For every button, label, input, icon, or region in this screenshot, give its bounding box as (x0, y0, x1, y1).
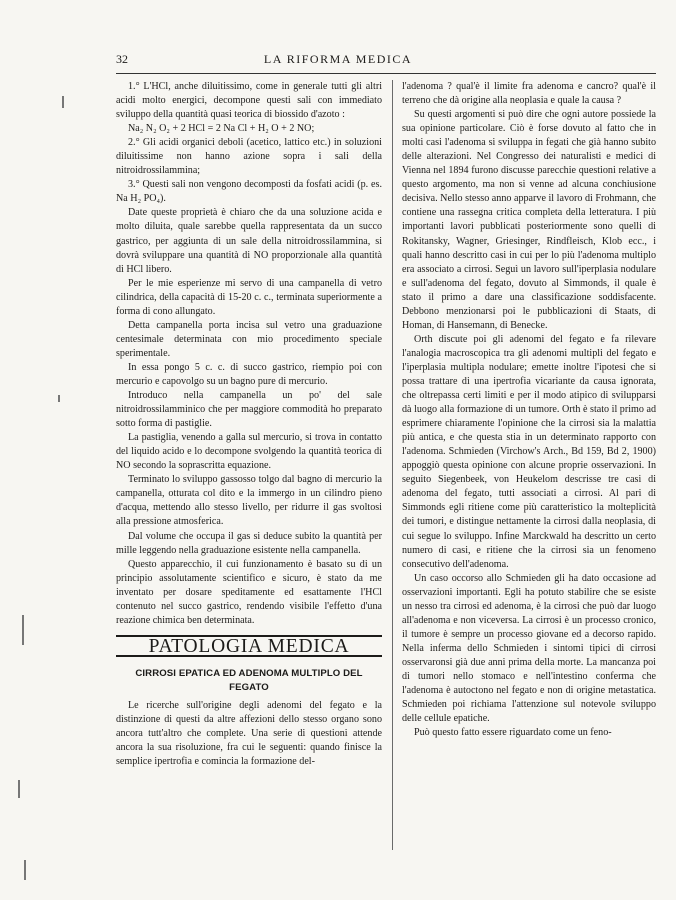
paragraph: Orth discute poi gli adenomi del fegato e fa rilevare l'analogia macroscopica tra gli adenomi multipli del fegato e l'iperplasia multipla nodulare; emette inoltre l'ipotesi che si possa trattare di una ipertrofia vicariante da causa ignorata, che oltrepassa certi limiti e per il modo atipico di svilupparsi dà luogo alla formazione di un tumore. Orth è stato il primo ad esprimere chiaramente l'opinione che la cirrosi sia la malattia più antica, e che questa stia in un determinato rapporto con l'adenoma. Schmieden (Virchow's Arch., Bd 159, Bd 2, 1900) appoggiò questa opinione con alcune proprie osservazioni. In seguito Siegenbeek, von Heukelom descrisse tre casi di adenoma del fegato, tutti associati a cirrosi. Al pari di Simmonds egli ritiene come più caratteristico la molteplicità dei tumori, e distingue nettamente la cirrosi dalla neoplasia, di cui segue lo sviluppo. Infine Marckwald ha descritto un certo numero di casi, e ritiene che la cirrosi sia un fenomeno consecutivo dell'adenoma. (402, 333, 656, 570)
page-number: 32 (116, 52, 128, 66)
scan-artifact (62, 96, 64, 108)
article-title: CIRROSI EPATICA ED ADENOMA MULTIPLO DEL FEGATO (135, 667, 363, 693)
chemical-formula: Na₂ N₂ O₂ + 2 HCl = 2 Na Cl + H₂ O + 2 NO; (128, 123, 315, 135)
left-column (116, 80, 382, 868)
paragraph: Date queste proprietà è chiaro che da una soluzione acida e molto diluita, quale sarebbe quella rappresentata da un succo gastrico, per aggiunta di un sale della nitroidrossilammina, si dovrà sviluppare una quantità di NO proporzionale alla quantità di HCl libero. (116, 207, 382, 275)
paragraph: Su questi argomenti si può dire che ogni autore possiede la sua opinione particolare. Ciò è forse dovuto al fatto che in molti casi l'adenoma si sviluppa in fegati che già hanno subito delle alterazioni. Nel Congresso dei naturalisti e medici di Vienna nel 1894 furono discusse parecchie questioni relative a questo argomento, ma non si venne ad alcuna conchiusione decisiva. Nello stesso anno apparve il lavoro di Frohmann, che contiene una rassegna critica completa della letteratura. I più importanti lavori pubblicati posteriormente sono quelli di Rokitansky, Wagner, Griesinger, Rindfleisch, Klob ecc., i quali hanno descritto casi in cui per lo più l'adenoma multiplo era associato a cirrosi. Seguì un lavoro sull'iperplasia nodulare e sull'adenoma del fegato, dovuto al Simmonds, il quale è stato il primo a dare una classificazione soddisfacente. Debbono menzionarsi poi le pubblicazioni di Staats, di Homan, di Hansemann, di Benecke. (402, 109, 656, 331)
scan-artifact (22, 615, 24, 645)
paragraph: Può questo fatto essere riguardato come un feno- (414, 727, 612, 739)
paragraph: Questo apparecchio, il cui funzionamento è basato su di un principio assolutamente scientifico e sicuro, è stato da me inventato per dosare speditamente ed esattamente l'HCl contenuto nel succo gastrico, rendendo visibile l'effetto d'una reazione chimica ben determinata. (116, 558, 382, 626)
paragraph: In essa pongo 5 c. c. di succo gastrico, riempio poi con mercurio e capovolgo su un bagno pure di mercurio. (116, 361, 382, 387)
scan-artifact (24, 860, 26, 880)
scan-artifact (18, 780, 20, 798)
column-divider (392, 80, 393, 850)
paragraph: Per le mie esperienze mi servo di una campanella di vetro cilindrica, della capacità di 15-20 c. c., terminata superiormente a forma di cono allungato. (116, 277, 382, 317)
paragraph: l'adenoma ? qual'è il limite fra adenoma e cancro? qual'è il terreno che dà origine alla neoplasia e quale la causa ? (402, 81, 656, 107)
paragraph: Le ricerche sull'origine degli adenomi del fegato e la distinzione di questi da altre affezioni dello stesso organo sono ancora tutt'altro che complete. Una serie di questioni attende ancora la sua risoluzione, fra cui le seguenti: quando finisce la semplice ipertrofia e comincia la formazione del- (116, 699, 382, 768)
section-title: PATOLOGIA MEDICA (116, 635, 382, 657)
paragraph: Detta campanella porta incisa sul vetro una graduazione centesimale determinata con mio procedimento speciale sperimentale. (116, 319, 382, 359)
paragraph: La pastiglia, venendo a galla sul mercurio, si trova in contatto del liquido acido e lo decompone svolgendo la quantità teorica di NO secondo la soprascritta equazione. (116, 432, 382, 472)
paragraph: Terminato lo sviluppo gassosso tolgo dal bagno di mercurio la campanella, otturata col dito e la immergo in un cilindro pieno d'acqua, mettendo allo stesso livello, per ridurre il gas svoltosi alla pressione atmosferica. (116, 474, 382, 528)
right-column (402, 80, 656, 868)
paragraph: 2.° Gli acidi organici deboli (acetico, lattico etc.) in soluzioni diluitissime non hanno azione sopra i sali della nitroidrossilammina; (116, 137, 382, 177)
paragraph: Introduco nella campanella un po' del sale nitroidrossilamminico che per maggiore commodità ho preparato sotto forma di pastiglie. (116, 390, 382, 430)
paragraph: 1.° L'HCl, anche diluitissimo, come in generale tutti gli altri acidi molto energici, decompone questi sali con immediato sviluppo della quantità quasi teorica di biossido d'azoto : (116, 81, 382, 121)
paragraph: Un caso occorso allo Schmieden gli ha dato occasione ad osservazioni importanti. Egli ha potuto stabilire che se esiste un nesso tra cirrosi ed adenoma, è la cirrosi che può dar luogo all'adenoma e non viceversa. La cirrosi è un processo cronico, il tumore è sempre un processo giovane ed a decorso rapido. Nella inferma dello Schmieden i sintomi tipici di cirrosi osservaronsi già due anni prima della morte. La mancanza poi di tumori nello stomaco e nell'intestino conferma che l'adenoma è autoctono nel fegato e non di origine metastatica. Schmieden poi richiama l'attenzione sul notevole sviluppo delle cellule epatiche. (402, 572, 656, 725)
running-title: LA RIFORMA MEDICA (263, 52, 413, 66)
paragraph: Dal volume che occupa il gas si deduce subito la quantità per mille leggendo nella graduazione esistente nella campanella. (116, 530, 382, 556)
scan-artifact (58, 395, 60, 402)
header-rule (116, 73, 656, 74)
paragraph: 3.° Questi sali non vengono decomposti da fosfati acidi (p. es. Na H₂ PO₄). (116, 179, 382, 205)
